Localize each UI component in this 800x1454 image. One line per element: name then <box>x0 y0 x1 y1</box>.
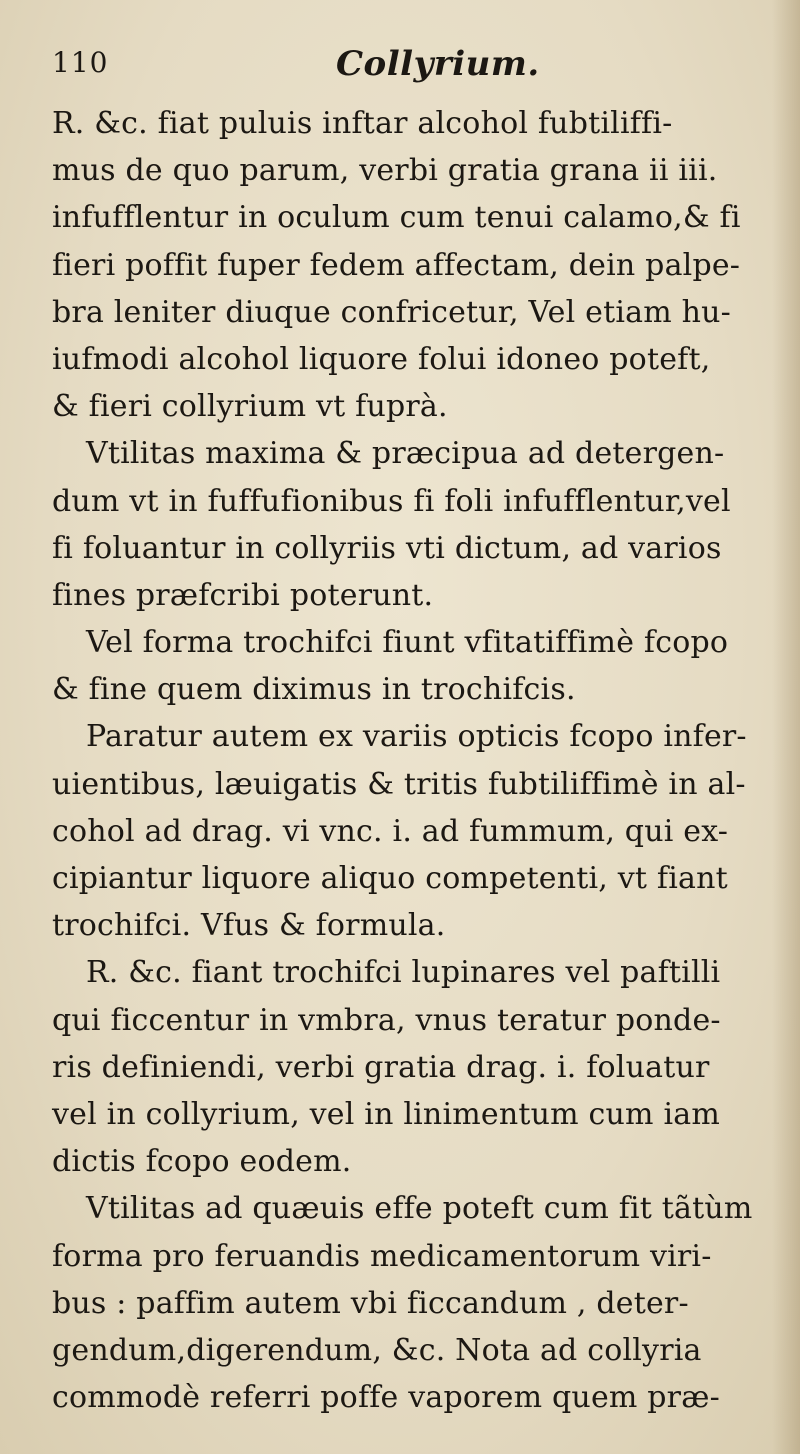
text-line: fieri poffit fuper fedem affectam, dein palpe- <box>52 247 741 283</box>
text-line: iufmodi alcohol liquore folui idoneo poteft, <box>52 341 711 377</box>
text-line: R. &c. fiat puluis inftar alcohol fubtiliffi- <box>52 106 673 141</box>
text-line: ris definiendi, verbi gratia drag. i. foluatur <box>52 1049 710 1085</box>
text-line: fines præfcribi poterunt. <box>52 577 434 613</box>
text-line: cohol ad drag. vi vnc. i. ad fummum, qui ex- <box>52 813 729 849</box>
paragraph-start-line: Paratur autem ex variis opticis fcopo infer- <box>86 719 747 755</box>
text-line: bra leniter diuque confricetur, Vel etiam hu- <box>52 294 731 330</box>
text-line: dictis fcopo eodem. <box>52 1144 352 1180</box>
text-line: mus de quo parum, verbi gratia grana ii iii. <box>52 153 718 189</box>
running-head <box>0 44 800 92</box>
paragraph-start-line: R. &c. fiant trochifci lupinares vel paftilli <box>86 955 721 991</box>
text-line: cipiantur liquore aliquo competenti, vt fiant <box>52 861 728 896</box>
page-edge-shadow <box>772 0 800 1454</box>
paragraph-start-line: Vel forma trochifci fiunt vfitatiffimè fcopo <box>86 625 729 661</box>
paragraph-start-line: Vtilitas maxima & præcipua ad detergen- <box>86 436 725 472</box>
body-text <box>52 100 768 1421</box>
text-line: & fieri collyrium vt fuprà. <box>52 389 448 425</box>
text-line: & fine quem diximus in trochifcis. <box>52 672 576 708</box>
text-line: dum vt in fuffufionibus fi foli infufflentur,vel <box>52 483 731 519</box>
running-title: Collyrium. <box>336 44 540 84</box>
text-line: commodè referri poffe vaporem quem præ- <box>52 1380 720 1416</box>
text-line: bus : paffim autem vbi ficcandum , deter- <box>52 1285 689 1321</box>
text-line: trochifci. Vfus & formula. <box>52 908 446 944</box>
text-line: qui ficcentur in vmbra, vnus teratur ponde- <box>52 1002 721 1038</box>
text-line: infufflentur in oculum cum tenui calamo,& fi <box>52 200 741 236</box>
text-line: gendum,digerendum, &c. Nota ad collyria <box>52 1332 702 1368</box>
text-line: uientibus, læuigatis & tritis fubtiliffimè in al- <box>52 766 746 802</box>
page-number: 110 <box>52 46 109 79</box>
paragraph-start-line: Vtilitas ad quæuis effe poteft cum fit tãtùm <box>86 1191 753 1227</box>
text-line: forma pro feruandis medicamentorum viri- <box>52 1238 712 1274</box>
text-line: vel in collyrium, vel in linimentum cum iam <box>52 1096 720 1132</box>
text-line: fi foluantur in collyriis vti dictum, ad varios <box>52 530 722 566</box>
